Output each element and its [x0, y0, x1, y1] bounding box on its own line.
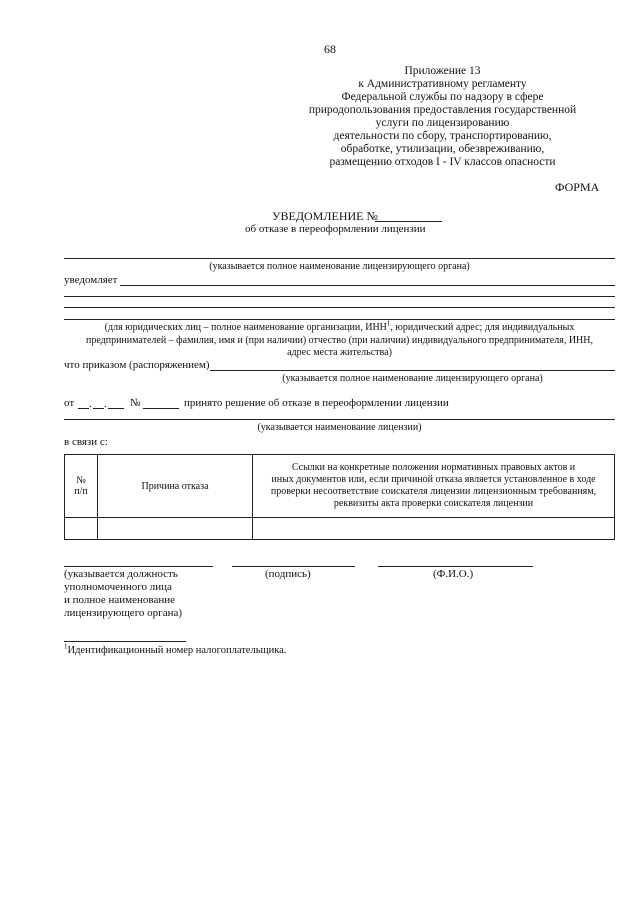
footnote-text: Идентификационный номер налогоплательщика.	[67, 645, 287, 656]
form-label: ФОРМА	[555, 180, 600, 194]
header-number-line1: №	[76, 475, 86, 486]
footnote-mark: 1	[386, 319, 391, 328]
applicant-line-3[interactable]	[64, 319, 615, 320]
appendix-line: Приложение 13	[404, 65, 481, 77]
appendix-line: природопользования предоставления государственной	[308, 104, 577, 116]
position-line[interactable]	[64, 566, 213, 567]
date-sep: .	[89, 398, 92, 410]
appendix-line: услуги по лицензированию	[375, 117, 510, 129]
appendix-line: деятельности по сбору, транспортированию,	[333, 130, 552, 142]
position-caption-line: (указывается должность	[64, 568, 178, 580]
applicant-line-1[interactable]	[64, 296, 615, 297]
reasons-table	[64, 454, 615, 540]
date-day-field[interactable]	[78, 408, 89, 409]
footnote-number: 1	[64, 642, 68, 651]
applicant-caption-2: предпринимателей – фамилия, имя и (при наличии) отчество (при наличии) индивидуального предпринимателя, ИНН,	[85, 335, 593, 346]
applicant-caption-3: адрес места жительства)	[287, 347, 392, 358]
order-caption: (указывается полное наименование лицензирующего органа)	[282, 373, 543, 384]
page-number: 68	[324, 42, 336, 56]
applicant-line-2[interactable]	[64, 307, 615, 308]
applicant-caption-row-1	[64, 321, 615, 334]
header-refs-line: иных документов или, если причиной отказа является установленное в ходе	[271, 474, 596, 485]
table-cell-refs[interactable]	[253, 518, 615, 540]
footnote-separator	[64, 641, 186, 642]
organ-caption: (указывается полное наименование лицензирующего органа)	[209, 261, 470, 272]
appendix-line: Федеральной службы по надзору в сфере	[341, 91, 544, 103]
date-sep: .	[104, 398, 107, 410]
applicant-caption-1: (для юридических лиц – полное наименование организации, ИНН	[104, 322, 387, 333]
table-cell-number[interactable]	[65, 518, 98, 540]
date-year-field[interactable]	[108, 408, 124, 409]
date-month-field[interactable]	[93, 408, 104, 409]
date-from-label: от	[64, 397, 75, 409]
notice-subtitle: об отказе в переоформлении лицензии	[245, 223, 426, 235]
table-cell-reason[interactable]	[98, 518, 253, 540]
notice-number-line[interactable]	[375, 221, 442, 222]
decision-text: принято решение об отказе в переоформлении лицензии	[184, 397, 449, 409]
notifies-line[interactable]	[120, 285, 615, 286]
signature-line[interactable]	[232, 566, 355, 567]
notice-title: УВЕДОМЛЕНИЕ №	[272, 209, 378, 223]
appendix-block	[300, 65, 585, 169]
position-caption-line: и полное наименование	[64, 594, 175, 606]
header-reason: Причина отказа	[98, 455, 253, 518]
table-row	[65, 518, 615, 540]
header-number-line2: п/п	[74, 486, 88, 497]
order-line[interactable]	[210, 370, 615, 371]
appendix-line: к Административному регламенту	[358, 78, 527, 90]
full-name-line[interactable]	[378, 566, 533, 567]
reason-label: в связи с:	[64, 436, 108, 448]
applicant-caption-1b: , юридический адрес; для индивидуальных	[390, 322, 575, 333]
order-number-field[interactable]	[143, 408, 179, 409]
header-refs	[253, 455, 615, 518]
header-refs-line: Ссылки на конкретные положения нормативных правовых актов и	[291, 462, 576, 473]
license-name-line[interactable]	[64, 419, 615, 420]
footnote	[64, 644, 286, 657]
position-caption-line: уполномоченного лица	[64, 581, 172, 593]
appendix-line: размещению отходов I - IV классов опасности	[329, 156, 556, 168]
table-header-row	[65, 455, 615, 518]
position-caption	[64, 568, 182, 620]
order-label: что приказом (распоряжением)	[64, 359, 210, 371]
header-refs-line: проверки несоответствие соискателя лицензии лицензионным требованиям,	[270, 486, 597, 497]
full-name-caption: (Ф.И.О.)	[433, 568, 474, 580]
license-caption: (указывается наименование лицензии)	[257, 422, 422, 433]
organ-name-line[interactable]	[64, 258, 615, 259]
number-sign: №	[130, 397, 141, 409]
header-refs-line: реквизиты акта проверки соискателя лицензии	[333, 498, 534, 509]
signature-caption: (подпись)	[265, 568, 311, 580]
position-caption-line: лицензирующего органа)	[64, 607, 183, 619]
notifies-label: уведомляет	[64, 274, 118, 286]
appendix-line: обработке, утилизации, обезвреживанию,	[340, 143, 545, 155]
header-number	[65, 455, 98, 518]
